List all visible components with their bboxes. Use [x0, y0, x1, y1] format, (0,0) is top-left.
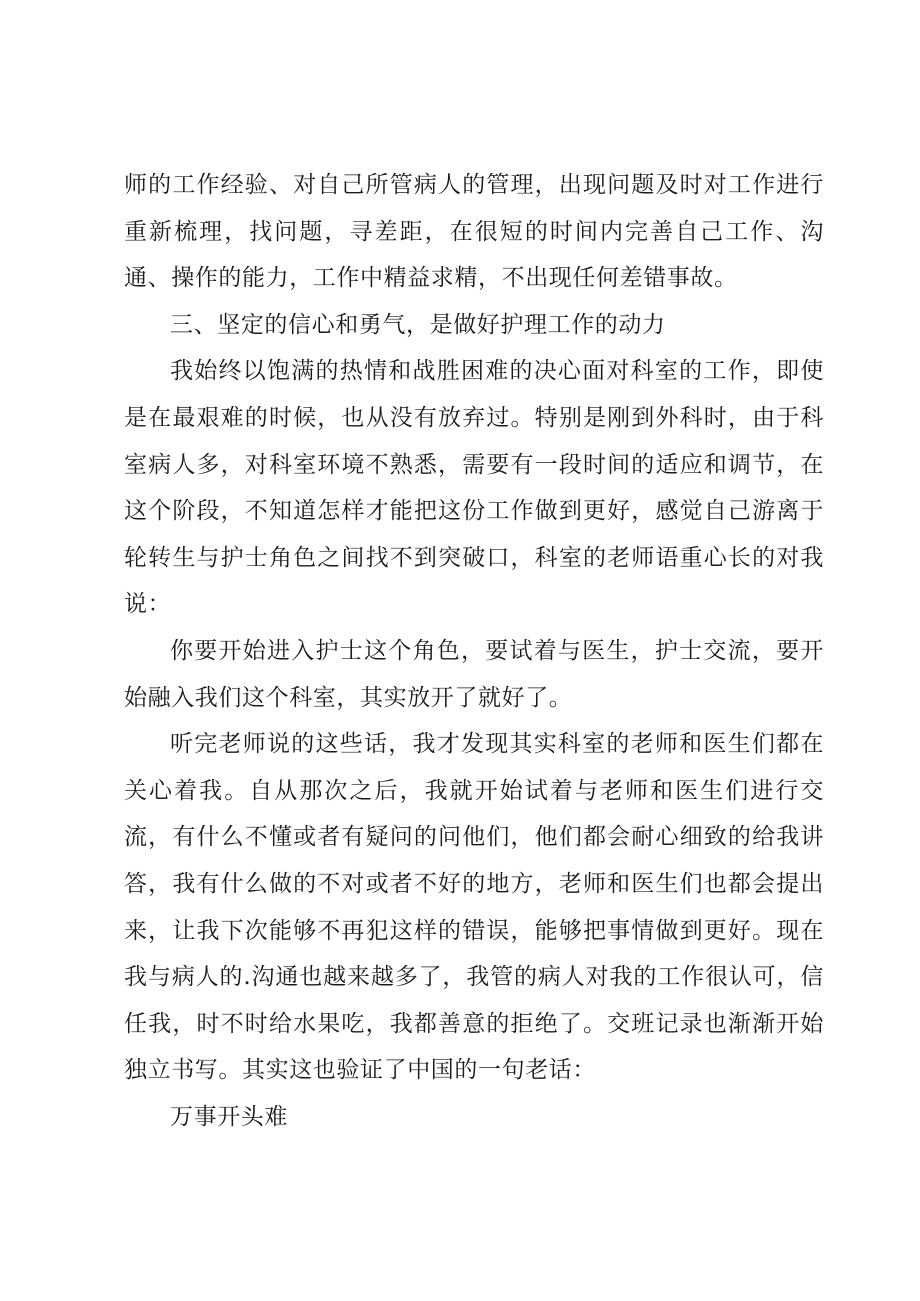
paragraph: 听完老师说的这些话，我才发现其实科室的老师和医生们都在关心着我。自从那次之后，我就开始试着与老师和医生们进行交流，有什么不懂或者有疑问的问他们，他们都会耐心细致的给我讲答，我有什么做的不对或者不好的地方，老师和医生们也都会提出来，让我下次能够不再犯这样的错误，能够把事情做到更好。现在我与病人的.沟通也越来越多了，我管的病人对我的工作很认可，信任我，时不时给水果吃，我都善意的拒绝了。交班记录也渐渐开始独立书写。其实这也验证了中国的一句老话： [124, 731, 824, 1084]
document-body [124, 162, 824, 1140]
paragraph-continuation: 师的工作经验、对自己所管病人的管理，出现问题及时对工作进行重新梳理，找问题，寻差距，在很短的时间内完善自己工作、沟通、操作的能力，工作中精益求精，不出现任何差错事故。 [124, 172, 824, 292]
paragraph-quote: 你要开始进入护士这个角色，要试着与医生，护士交流，要开始融入我们这个科室，其实放开了就好了。 [124, 637, 824, 711]
paragraph-closing: 万事开头难 [170, 1103, 288, 1130]
section-heading: 三、坚定的信心和勇气，是做好护理工作的动力 [170, 311, 666, 338]
paragraph: 我始终以饱满的热情和战胜困难的决心面对科室的工作，即使是在最艰难的时候，也从没有放弃过。特别是刚到外科时，由于科室病人多，对科室环境不熟悉，需要有一段时间的适应和调节，在这个阶段，不知道怎样才能把这份工作做到更好，感觉自己游离于轮转生与护士角色之间找不到突破口，科室的老师语重心长的对我说： [124, 358, 824, 618]
